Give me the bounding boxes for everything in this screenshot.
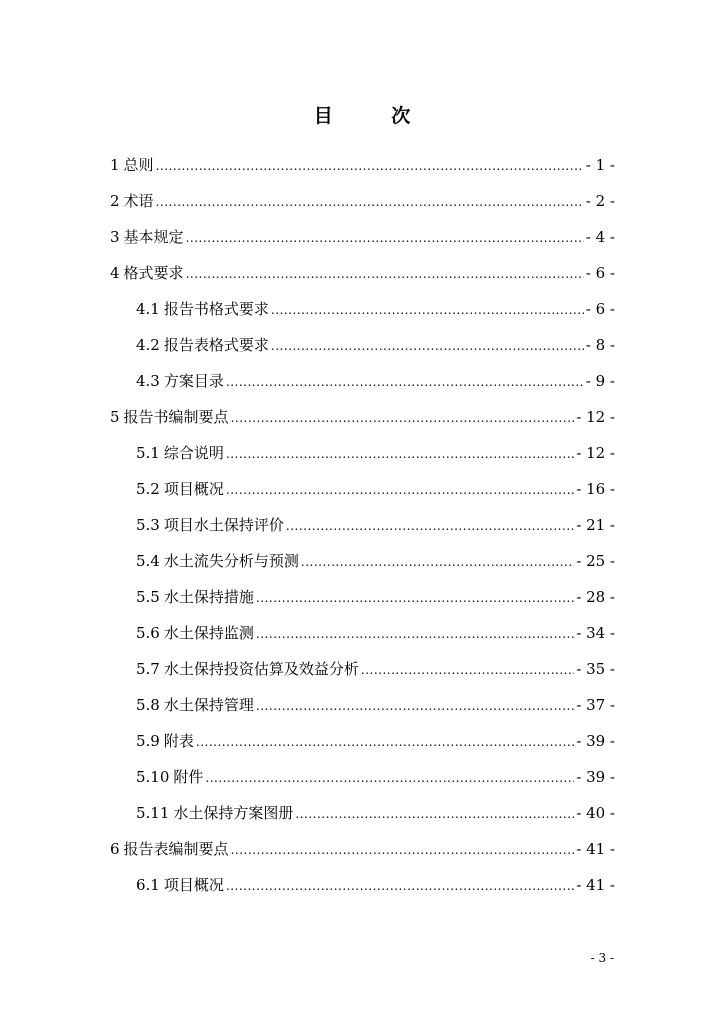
toc-entry-page: - 40 -: [576, 804, 615, 822]
toc-entry-label: 水土流失分析与预测: [163, 552, 299, 570]
toc-entry[interactable]: [110, 583, 615, 619]
toc-dot-leader: [226, 370, 584, 394]
toc-entry[interactable]: [110, 295, 615, 331]
toc-entry-number: 5.1: [136, 444, 160, 462]
toc-entry-label: 总则: [123, 156, 154, 174]
toc-entry[interactable]: [110, 763, 615, 799]
toc-entry[interactable]: [110, 799, 615, 835]
toc-entry-label: 报告书格式要求: [163, 300, 269, 318]
toc-dot-leader: [186, 226, 584, 250]
toc-entry-number: 5.11: [136, 804, 170, 822]
toc-dot-leader: [301, 550, 574, 574]
toc-entry-number: 4.2: [136, 336, 160, 354]
toc-entry-page: - 1 -: [585, 156, 615, 174]
toc-entry-page: - 41 -: [576, 876, 615, 894]
toc-entry[interactable]: [110, 655, 615, 691]
toc-entry[interactable]: [110, 367, 615, 403]
toc-entry-number: 5.3: [136, 516, 160, 534]
toc-dot-leader: [256, 694, 574, 718]
toc-entry[interactable]: [110, 835, 615, 871]
toc-dot-leader: [205, 766, 574, 790]
toc-entry-number: 5: [110, 408, 120, 426]
toc-entry-number: 4.3: [136, 372, 160, 390]
toc-entry-label: 项目概况: [163, 480, 224, 498]
toc-entry-number: 4.1: [136, 300, 160, 318]
toc-dot-leader: [226, 874, 574, 898]
toc-entry-label: 附件: [173, 768, 204, 786]
toc-entry-label: 报告书编制要点: [123, 408, 229, 426]
toc-dot-leader: [186, 262, 584, 286]
toc-entry-page: - 2 -: [585, 192, 615, 210]
toc-entry-page: - 9 -: [585, 372, 615, 390]
toc-entry-page: - 21 -: [576, 516, 615, 534]
toc-dot-leader: [196, 730, 574, 754]
toc-entry-page: - 4 -: [585, 228, 615, 246]
toc-entry-label: 水土保持方案图册: [173, 804, 294, 822]
toc-dot-leader: [295, 802, 574, 826]
toc-entry-number: 3: [110, 228, 120, 246]
toc-dot-leader: [226, 442, 574, 466]
toc-entry-page: - 35 -: [576, 660, 615, 678]
toc-entry[interactable]: [110, 511, 615, 547]
toc-entry-label: 术语: [123, 192, 154, 210]
toc-entry-number: 1: [110, 156, 120, 174]
toc-entry-label: 水土保持监测: [163, 624, 254, 642]
toc-entry-number: 5.9: [136, 732, 160, 750]
page-number: - 3 -: [590, 951, 614, 965]
toc-entry[interactable]: [110, 475, 615, 511]
toc-entry-page: - 34 -: [576, 624, 615, 642]
toc-entry-page: - 28 -: [576, 588, 615, 606]
toc-entry[interactable]: [110, 223, 615, 259]
toc-entry-page: - 16 -: [576, 480, 615, 498]
toc-entry-number: 5.7: [136, 660, 160, 678]
toc-entry-page: - 8 -: [585, 336, 615, 354]
toc-entry-number: 5.8: [136, 696, 160, 714]
toc-entry-label: 基本规定: [123, 228, 184, 246]
toc-entry[interactable]: [110, 619, 615, 655]
toc-entry-number: 6.1: [136, 876, 160, 894]
toc-entry-label: 方案目录: [163, 372, 224, 390]
toc-entry-page: - 12 -: [576, 444, 615, 462]
toc-entry-page: - 6 -: [585, 300, 615, 318]
toc-entry[interactable]: [110, 259, 615, 295]
toc-entry[interactable]: [110, 439, 615, 475]
toc-entry-label: 项目水土保持评价: [163, 516, 284, 534]
toc-entry-label: 附表: [163, 732, 194, 750]
toc-entry-number: 5.10: [136, 768, 170, 786]
toc-entry[interactable]: [110, 187, 615, 223]
toc-entry-number: 5.5: [136, 588, 160, 606]
toc-dot-leader: [271, 298, 584, 322]
toc-entry-label: 水土保持投资估算及效益分析: [163, 660, 359, 678]
toc-dot-leader: [271, 334, 584, 358]
toc-entry-label: 水土保持管理: [163, 696, 254, 714]
toc-dot-leader: [361, 658, 574, 682]
toc-entry[interactable]: [110, 331, 615, 367]
toc-entry[interactable]: [110, 691, 615, 727]
page-title: 目 次: [313, 105, 437, 127]
toc-entry-label: 项目概况: [163, 876, 224, 894]
toc-entry[interactable]: [110, 727, 615, 763]
toc-entry-number: 2: [110, 192, 120, 210]
toc-dot-leader: [286, 514, 574, 538]
toc-entry[interactable]: [110, 547, 615, 583]
toc-entry-number: 4: [110, 264, 120, 282]
toc-dot-leader: [231, 406, 575, 430]
toc-entry-label: 报告表编制要点: [123, 840, 229, 858]
toc-entry[interactable]: [110, 871, 615, 907]
toc-entry-page: - 39 -: [576, 732, 615, 750]
toc-dot-leader: [226, 478, 574, 502]
toc-entry-page: - 12 -: [576, 408, 615, 426]
toc-entry-label: 水土保持措施: [163, 588, 254, 606]
toc-entry-number: 5.2: [136, 480, 160, 498]
toc-entry-number: 6: [110, 840, 120, 858]
toc-entry-page: - 6 -: [585, 264, 615, 282]
toc-entry-number: 5.4: [136, 552, 160, 570]
toc-dot-leader: [256, 622, 574, 646]
toc-entry[interactable]: [110, 151, 615, 187]
toc-dot-leader: [231, 838, 575, 862]
toc-entry-page: - 25 -: [576, 552, 615, 570]
toc-entry-page: - 37 -: [576, 696, 615, 714]
toc-entry-number: 5.6: [136, 624, 160, 642]
toc-dot-leader: [156, 190, 584, 214]
toc-entry[interactable]: [110, 403, 615, 439]
toc-dot-leader: [256, 586, 574, 610]
toc-entry-label: 综合说明: [163, 444, 224, 462]
toc-dot-leader: [156, 154, 584, 178]
table-of-contents: [110, 151, 615, 907]
toc-entry-label: 格式要求: [123, 264, 184, 282]
toc-entry-label: 报告表格式要求: [163, 336, 269, 354]
toc-entry-page: - 39 -: [576, 768, 615, 786]
toc-entry-page: - 41 -: [576, 840, 615, 858]
